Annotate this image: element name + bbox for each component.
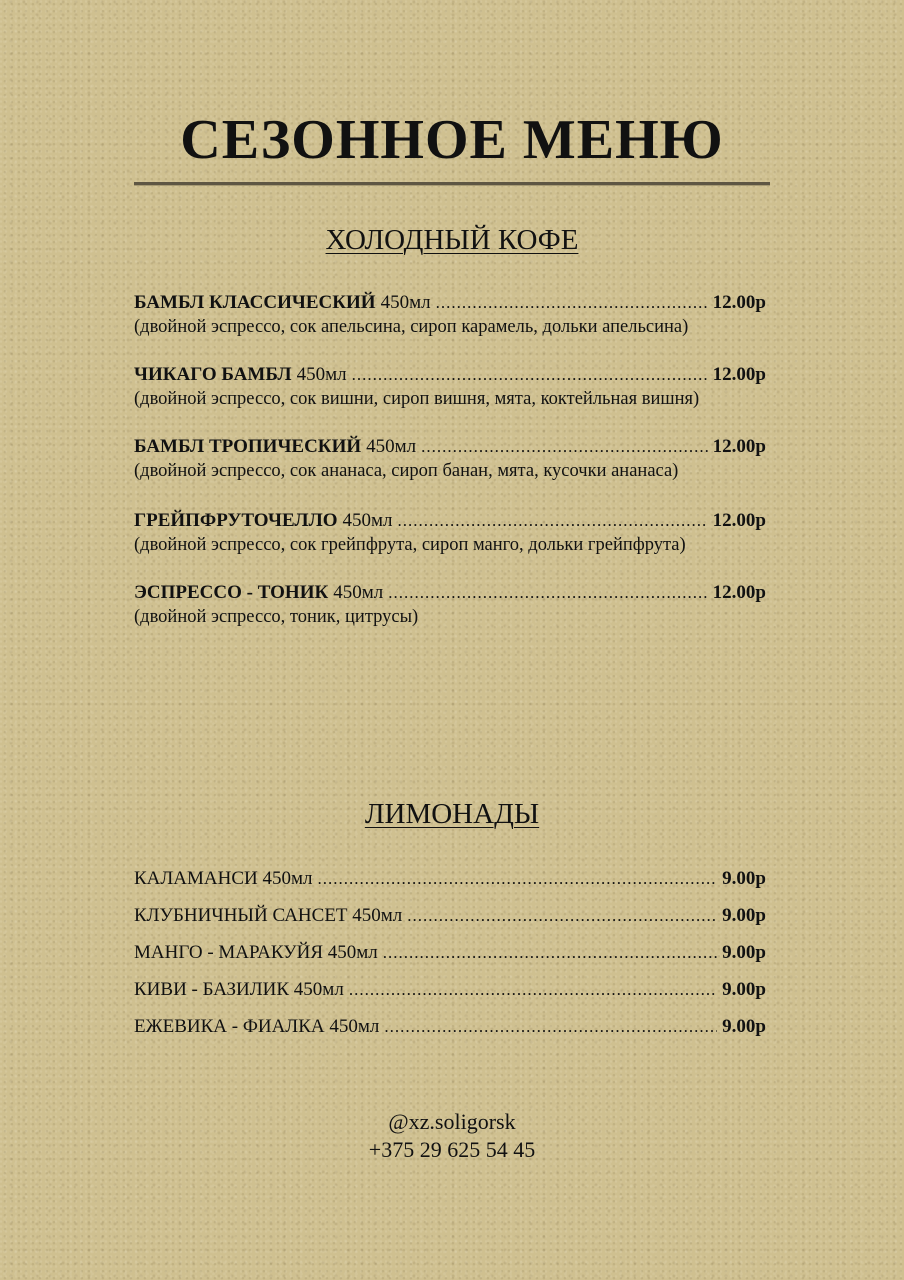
- lemonade-item: [134, 977, 766, 1002]
- menu-item: [134, 362, 770, 412]
- cold-coffee-heading: ХОЛОДНЫЙ КОФЕ: [325, 224, 579, 256]
- menu-item: [134, 508, 770, 558]
- item-name: БАМБЛ КЛАССИЧЕСКИЙ: [134, 292, 376, 313]
- item-price: 9.00р: [722, 868, 766, 889]
- item-price: 9.00р: [722, 979, 766, 1000]
- dot-leader: [352, 362, 708, 387]
- item-description: (двойной эспрессо, сок вишни, сироп вишня, мята, коктейльная вишня): [134, 389, 700, 409]
- dot-leader: [383, 940, 717, 965]
- item-name: ЭСПРЕССО - ТОНИК: [134, 582, 329, 603]
- item-name: ЕЖЕВИКА - ФИАЛКА 450мл: [134, 1016, 380, 1037]
- item-price: 12.00р: [712, 436, 766, 457]
- item-volume: 450мл: [333, 582, 384, 603]
- menu-item-line: [134, 580, 766, 605]
- menu-item: [134, 290, 770, 340]
- item-name: КИВИ - БАЗИЛИК 450мл: [134, 979, 344, 1000]
- page-title: СЕЗОННОЕ МЕНЮ: [180, 109, 724, 171]
- phone-number: +375 29 625 54 45: [368, 1137, 536, 1162]
- instagram-handle: @xz.soligorsk: [388, 1109, 516, 1134]
- dot-leader: [349, 977, 717, 1002]
- cold-coffee-list: [134, 290, 770, 652]
- menu-item: [134, 580, 770, 630]
- item-price: 12.00р: [712, 510, 766, 531]
- item-description: (двойной эспрессо, тоник, цитрусы): [134, 607, 419, 627]
- item-name: БАМБЛ ТРОПИЧЕСКИЙ: [134, 436, 362, 457]
- item-volume: 450мл: [380, 292, 431, 313]
- dot-leader: [384, 1014, 717, 1039]
- item-name: ЧИКАГО БАМБЛ: [134, 364, 292, 385]
- dot-leader: [421, 434, 708, 459]
- item-description: (двойной эспрессо, сок грейпфрута, сироп манго, дольки грейпфрута): [134, 535, 686, 555]
- lemonade-list: [134, 866, 770, 1051]
- menu-item-line: [134, 434, 766, 459]
- item-price: 9.00р: [722, 942, 766, 963]
- lemonade-item: [134, 903, 766, 928]
- item-volume: 450мл: [366, 436, 417, 457]
- dot-leader: [407, 903, 717, 928]
- dot-leader: [388, 580, 707, 605]
- dot-leader: [318, 866, 718, 891]
- menu-item: [134, 434, 770, 484]
- item-volume: 450мл: [342, 510, 393, 531]
- item-price: 9.00р: [722, 1016, 766, 1037]
- lemonade-item: [134, 866, 766, 891]
- item-name: КАЛАМАНСИ 450мл: [134, 868, 313, 889]
- menu-item-line: [134, 362, 766, 387]
- title-divider: [134, 182, 770, 186]
- menu-item-line: [134, 508, 766, 533]
- lemonade-item: [134, 940, 766, 965]
- dot-leader: [398, 508, 708, 533]
- item-name: КЛУБНИЧНЫЙ САНСЕТ 450мл: [134, 905, 403, 926]
- item-volume: 450мл: [296, 364, 347, 385]
- item-name: ГРЕЙПФРУТОЧЕЛЛО: [134, 510, 338, 531]
- lemonade-item: [134, 1014, 766, 1039]
- item-description: (двойной эспрессо, сок ананаса, сироп банан, мята, кусочки ананаса): [134, 461, 679, 481]
- dot-leader: [436, 290, 708, 315]
- contact-footer: [0, 1108, 904, 1164]
- item-description: (двойной эспрессо, сок апельсина, сироп карамель, дольки апельсина): [134, 317, 689, 337]
- item-price: 12.00р: [712, 292, 766, 313]
- menu-item-line: [134, 290, 766, 315]
- item-price: 12.00р: [712, 364, 766, 385]
- item-price: 12.00р: [712, 582, 766, 603]
- lemonades-heading: ЛИМОНАДЫ: [364, 798, 540, 830]
- item-name: МАНГО - МАРАКУЙЯ 450мл: [134, 942, 378, 963]
- item-price: 9.00р: [722, 905, 766, 926]
